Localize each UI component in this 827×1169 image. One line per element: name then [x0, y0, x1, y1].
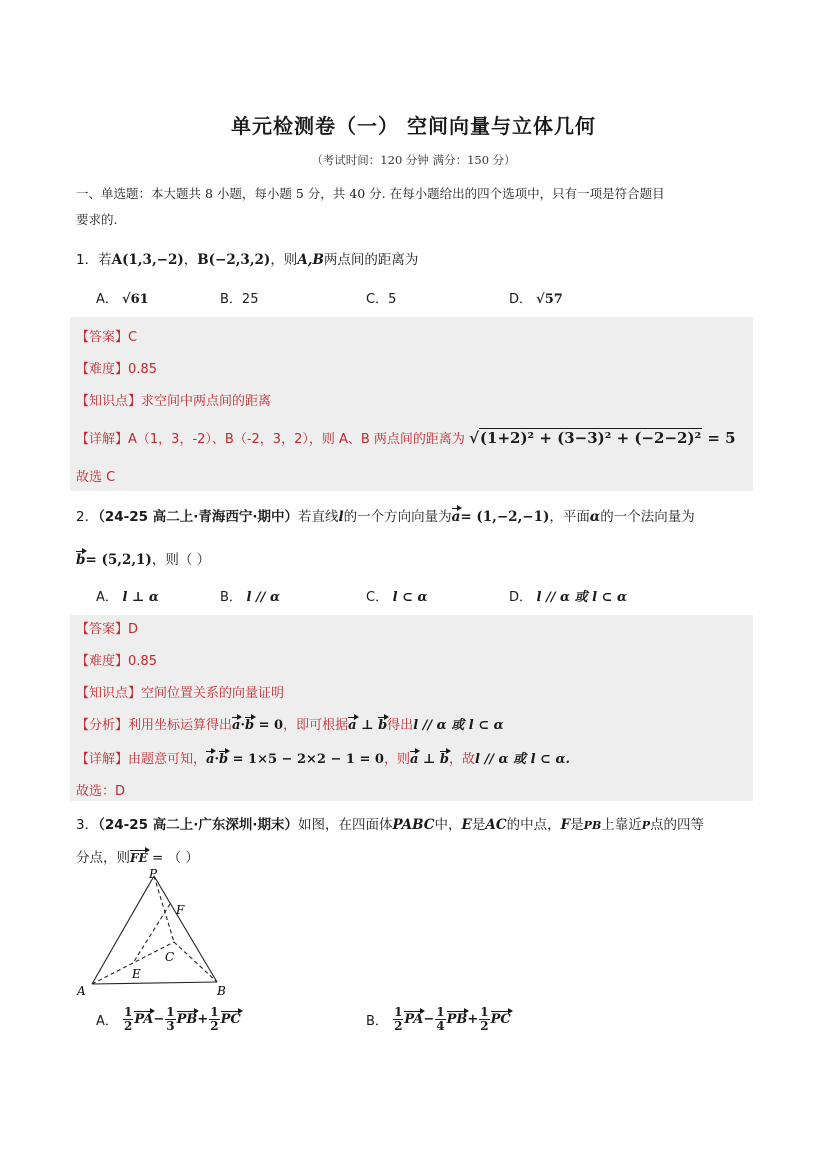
q1-conclusion: 故选 C	[76, 470, 116, 485]
segment-ac: AC	[485, 817, 507, 833]
point-f: F	[560, 817, 571, 833]
choice-label: B．	[220, 590, 242, 605]
q1-knowledge	[76, 390, 767, 409]
question-1	[76, 248, 767, 268]
choice-label: D．	[509, 292, 533, 307]
q1-choice-a[interactable]	[96, 288, 149, 307]
label-c: C	[165, 950, 175, 964]
question-2	[76, 505, 767, 525]
analysis-text: ，即可根据	[283, 718, 349, 733]
vector-a: a	[206, 752, 215, 767]
answer-value: D	[128, 622, 139, 637]
vector-b: b	[245, 718, 255, 733]
question-text: 的一个法向量为	[600, 509, 695, 525]
choice-value: l // α 或 l ⊂ α	[536, 590, 627, 605]
dot-operator: ·	[240, 718, 245, 733]
vector-a: a	[409, 752, 419, 767]
edge-bc	[174, 942, 217, 982]
calc-value: = 1×5 − 2×2 − 1 = 0	[228, 752, 384, 767]
q3-choice-a[interactable]	[96, 1006, 241, 1033]
q2-answer	[76, 618, 767, 637]
question-source: （24-25 高二上·广东深圳·期末）	[98, 817, 298, 833]
detail-perp	[410, 752, 449, 767]
label-f: F	[176, 903, 185, 917]
question-text: 的中点，	[506, 817, 561, 833]
edge-ab	[92, 982, 217, 984]
perp-operator: ⊥	[418, 752, 440, 767]
denominator: 4	[436, 1019, 445, 1033]
operator: +	[467, 1012, 479, 1027]
vector-b: b	[439, 752, 450, 767]
vector-b: b	[219, 752, 229, 767]
fraction	[165, 1006, 175, 1033]
choice-label: A．	[96, 1014, 118, 1029]
tetrahedron-figure	[72, 866, 242, 1000]
vector-pa: PA	[134, 1012, 154, 1027]
question-text: 若直线	[297, 509, 339, 525]
operator: −	[423, 1012, 435, 1027]
point-p: P	[641, 819, 651, 832]
question-text: ，则	[270, 252, 298, 268]
q1-choice-d[interactable]	[509, 288, 563, 307]
choice-label: A．	[96, 292, 118, 307]
question-text: ，平面	[549, 509, 590, 525]
difficulty-label: 【难度】	[76, 362, 129, 377]
vector-a: a	[348, 718, 357, 733]
label-a: A	[77, 984, 86, 998]
choice-value: l // α	[246, 590, 280, 605]
choice-value: √61	[122, 292, 149, 307]
fraction	[123, 1006, 133, 1033]
section-heading-line2: 要求的.	[76, 212, 118, 227]
q2-detail	[76, 748, 767, 767]
question-text: 两点间的距离为	[323, 252, 419, 268]
vector-pc: PC	[490, 1012, 511, 1027]
q2-choice-a[interactable]	[96, 586, 159, 605]
q1-answer	[76, 326, 767, 345]
choice-value: √57	[536, 292, 563, 307]
question-number: 3．	[76, 817, 99, 833]
analysis-perp	[348, 718, 387, 733]
q1-difficulty	[76, 358, 767, 377]
detail-text: A（1，3，-2）、B（-2，3，2），则 A、B 两点间的距离为	[128, 432, 465, 447]
choice-label: C．	[366, 590, 389, 605]
vector-pb: PB	[446, 1012, 468, 1027]
denominator: 2	[394, 1019, 403, 1033]
vector-a-value: = (1,−2,−1)	[460, 509, 550, 525]
point-a: A(1,3,−2)	[111, 252, 184, 268]
vector-a: a	[451, 509, 461, 525]
numerator: 1	[210, 1005, 219, 1019]
denominator: 3	[166, 1019, 175, 1033]
denominator: 2	[124, 1019, 133, 1033]
perp-operator: ⊥	[356, 718, 379, 733]
tetrahedron-name: PABC	[392, 817, 435, 833]
difficulty-value: 0.85	[128, 362, 157, 377]
point-e: E	[461, 817, 472, 833]
question-text: 中，	[434, 817, 462, 833]
detail-label: 【详解】	[76, 432, 129, 447]
vector-b: b	[378, 718, 388, 733]
label-b: B	[217, 984, 226, 998]
q1-choice-c[interactable]	[366, 288, 396, 307]
answer-label: 【答案】	[76, 330, 129, 345]
operator: +	[197, 1012, 209, 1027]
vector-pb: PB	[176, 1012, 198, 1027]
q1-detail	[76, 428, 767, 447]
knowledge-label: 【知识点】	[76, 394, 142, 409]
numerator: 1	[124, 1005, 133, 1019]
dot-operator: ·	[214, 752, 219, 767]
vector-a: a	[232, 718, 241, 733]
vector-pa: PA	[404, 1012, 424, 1027]
q2-knowledge	[76, 682, 767, 701]
analysis-conclusion: l // α 或 l ⊂ α	[413, 718, 504, 733]
page-title: 单元检测卷（一） 空间向量与立体几何	[231, 114, 596, 138]
detail-text: ，则	[383, 752, 410, 767]
fraction	[435, 1006, 445, 1033]
exam-info: （考试时间：120 分钟 满分：150 分）	[311, 153, 516, 167]
difficulty-value: 0.85	[128, 654, 157, 669]
edge-pa	[92, 876, 154, 984]
fraction	[209, 1006, 219, 1033]
analysis-label: 【分析】	[76, 718, 129, 733]
q2-conclusion: 故选：D	[76, 784, 126, 799]
denominator: 2	[480, 1019, 489, 1033]
question-text: 是	[471, 817, 486, 833]
question-source: （24-25 高二上·青海西宁·期中）	[98, 509, 298, 525]
q2-solution-box	[70, 615, 753, 801]
choice-label: B．	[220, 292, 242, 307]
analysis-text: 得出	[387, 718, 414, 733]
choice-label: C．	[366, 292, 389, 307]
label-p: P	[149, 867, 158, 881]
fraction	[393, 1006, 403, 1033]
section-heading-line1: 一、单选题：本大题共 8 小题，每小题 5 分，共 40 分. 在每小题给出的四个选项中，只有一项是符合题目	[76, 186, 665, 201]
point-b: B(−2,3,2)	[197, 252, 271, 268]
choice-value: l ⊥ α	[122, 590, 159, 605]
question-text: 点的四等	[650, 817, 705, 833]
fraction	[479, 1006, 489, 1033]
question-text: ，则（ ）	[151, 552, 211, 568]
line-l: l	[338, 509, 344, 525]
distance-formula: √(1+2)² + (3−3)² + (−2−2)² = 5	[469, 429, 736, 447]
knowledge-value: 求空间中两点间的距离	[141, 394, 272, 409]
numerator: 1	[480, 1005, 489, 1019]
detail-label: 【详解】	[76, 752, 129, 767]
detail-conclusion: l // α 或 l ⊂ α.	[475, 752, 570, 767]
denominator: 2	[210, 1019, 219, 1033]
label-e: E	[132, 967, 141, 981]
question-3-line2	[76, 846, 767, 866]
vector-fe: FE	[130, 851, 148, 865]
question-2-line2	[76, 548, 767, 568]
choice-value: 25	[241, 292, 259, 307]
q3-choice-b[interactable]	[366, 1006, 511, 1033]
detail-text: ，故	[449, 752, 476, 767]
operator: −	[153, 1012, 165, 1027]
segment-pb: PB	[583, 819, 602, 832]
answer-label: 【答案】	[76, 622, 129, 637]
choice-value: l ⊂ α	[392, 590, 428, 605]
q2-choice-d[interactable]	[509, 586, 627, 605]
numerator: 1	[166, 1005, 175, 1019]
numerator: 1	[394, 1005, 403, 1019]
difficulty-label: 【难度】	[76, 654, 129, 669]
numerator: 1	[436, 1005, 445, 1019]
q2-analysis	[76, 714, 767, 733]
q2-choice-c[interactable]	[366, 586, 428, 605]
radicand: (1+2)² + (3−3)² + (−2−2)²	[479, 429, 702, 447]
choice-label: D．	[509, 590, 533, 605]
points-ab: A,B	[297, 252, 324, 268]
question-number: 2．	[76, 509, 99, 525]
choice-label: A．	[96, 590, 118, 605]
separator: ，	[183, 252, 198, 268]
knowledge-label: 【知识点】	[76, 686, 142, 701]
edge-pb	[154, 876, 217, 982]
plane-alpha: α	[589, 509, 601, 525]
question-text: 若	[98, 252, 112, 268]
answer-value: C	[128, 330, 138, 345]
q2-difficulty	[76, 650, 767, 669]
question-text: 如图，在四面体	[297, 817, 393, 833]
choice-label: B．	[366, 1014, 388, 1029]
analysis-dot-formula	[232, 718, 283, 733]
analysis-text: 利用坐标运算得出	[128, 718, 233, 733]
q1-choice-b[interactable]	[220, 288, 258, 307]
vector-b-value: = (5,2,1)	[85, 552, 152, 568]
edge-pc	[154, 876, 174, 942]
question-text: 上靠近	[601, 817, 642, 833]
q2-choice-b[interactable]	[220, 586, 280, 605]
choice-value: 5	[388, 292, 397, 307]
question-number: 1．	[76, 252, 99, 268]
question-text: 分点，则	[76, 850, 130, 866]
knowledge-value: 空间位置关系的向量证明	[141, 686, 285, 701]
question-3	[76, 813, 767, 833]
question-text: 的一个方向向量为	[343, 509, 452, 525]
detail-calculation	[206, 752, 384, 767]
detail-text: 由题意可知，	[128, 752, 207, 767]
formula-result: = 5	[707, 429, 736, 447]
equals-zero: = 0	[254, 718, 284, 733]
vector-b: b	[76, 552, 86, 568]
vector-pc: PC	[220, 1012, 241, 1027]
question-text: 是	[570, 817, 584, 833]
question-text: = （ ）	[147, 850, 199, 866]
